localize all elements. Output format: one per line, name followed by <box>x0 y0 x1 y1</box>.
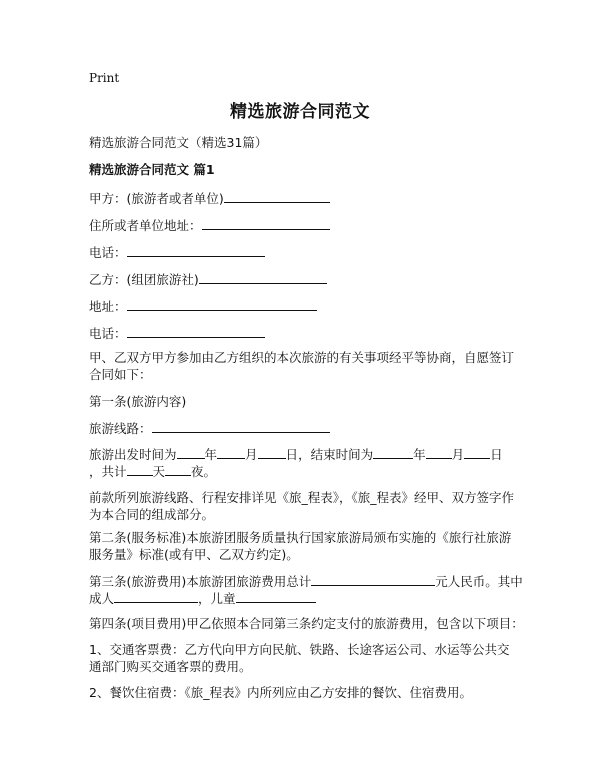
duration-line <box>89 462 216 480</box>
time-end-label: ，结束时间为 <box>298 447 374 462</box>
start-year-blank <box>177 445 205 459</box>
end-month-blank <box>426 445 452 459</box>
address-a-label: 住所或者单位地址： <box>89 218 202 233</box>
phone-a-label: 电话： <box>89 245 127 260</box>
days-unit: 天 <box>152 464 166 479</box>
route-label: 旅游线路： <box>89 421 152 436</box>
end-year-blank <box>373 445 413 459</box>
adult-fee-blank <box>114 589 198 603</box>
start-day-blank <box>258 445 286 459</box>
end-day-blank <box>464 445 490 459</box>
nights-blank <box>165 462 191 476</box>
doc-subtitle: 精选旅游合同范文（精选31篇） <box>89 135 268 150</box>
article-3-suffix: 元人民币。其中 <box>435 574 523 589</box>
itinerary-note: 前款所列旅游线路、行程安排详见《旅_程表》，《旅_程表》经甲、双方签字作为本合同的组成部分。 <box>89 490 515 522</box>
party-a-line <box>89 189 330 207</box>
end-month-unit: 月 <box>451 447 465 462</box>
time-line <box>89 445 503 463</box>
article-4: 第四条(项目费用)甲乙依照本合同第三条约定支付的旅游费用，包含以下项目： <box>89 616 524 631</box>
total-fee-blank <box>311 572 435 586</box>
item-2: 2、餐饮住宿费：《旅_程表》内所列应由乙方安排的餐饮、住宿费用。 <box>89 685 472 700</box>
party-b-blank <box>199 270 327 284</box>
start-month-unit: 月 <box>245 447 258 462</box>
article-3-prefix: 第三条(旅游费用)本旅游团旅游费用总计 <box>89 574 312 589</box>
party-a-label: 甲方：(旅游者或者单位) <box>89 191 224 206</box>
address-b-line <box>89 297 317 315</box>
days-blank <box>127 462 153 476</box>
child-label: ，儿童 <box>198 591 236 606</box>
phone-a-blank <box>127 243 265 257</box>
start-month-blank <box>217 445 245 459</box>
party-b-label: 乙方：(组团旅游社) <box>89 272 199 287</box>
article-3-line <box>89 572 523 590</box>
fee-breakdown-line <box>89 589 316 607</box>
child-fee-blank <box>236 589 316 603</box>
section-heading: 精选旅游合同范文 篇1 <box>89 162 215 177</box>
end-day-unit: 日 <box>490 447 503 462</box>
address-a-line <box>89 216 330 234</box>
article-1-title: 第一条(旅游内容) <box>89 394 187 409</box>
page-title: 精选旅游合同范文 <box>230 102 370 122</box>
phone-b-line <box>89 324 265 342</box>
address-a-blank <box>202 216 330 230</box>
start-day-unit: 日 <box>285 447 299 462</box>
phone-a-line <box>89 243 265 261</box>
start-year-unit: 年 <box>204 447 218 462</box>
item-1: 1、交通客票费：乙方代向甲方向民航、铁路、长途客运公司、水运等公共交通部门购买交通客票的费用。 <box>89 642 510 674</box>
address-b-label: 地址： <box>89 299 127 314</box>
route-line <box>89 419 330 437</box>
party-a-blank <box>224 189 330 203</box>
adult-label: 成人 <box>89 591 115 606</box>
phone-b-blank <box>127 324 265 338</box>
address-b-blank <box>127 297 317 311</box>
end-year-unit: 年 <box>413 447 426 462</box>
route-blank <box>152 419 330 433</box>
nights-unit: 夜。 <box>191 464 217 479</box>
phone-b-label: 电话： <box>89 326 127 341</box>
time-start-label: 旅游出发时间为 <box>89 447 177 462</box>
intro-paragraph: 甲、乙双方甲方参加由乙方组织的本次旅游的有关事项经平等协商，自愿签订合同如下： <box>89 350 515 382</box>
party-b-line <box>89 270 327 288</box>
article-2: 第二条(服务标准)本旅游团服务质量执行国家旅游局颁布实施的《旅行社旅游服务量》标准(或有甲、乙双方约定)。 <box>89 530 512 562</box>
total-prefix: ，共计 <box>89 464 127 479</box>
print-link[interactable]: Print <box>89 71 120 85</box>
